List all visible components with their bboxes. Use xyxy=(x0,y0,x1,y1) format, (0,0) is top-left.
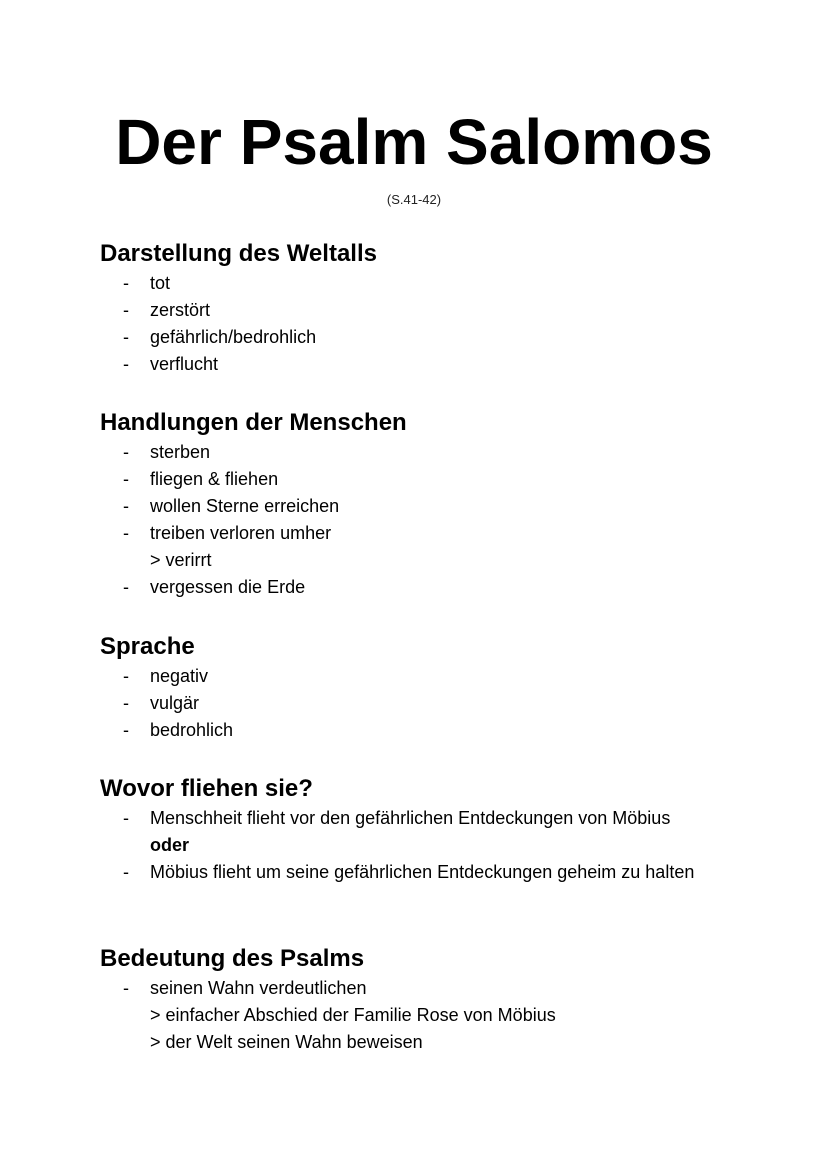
list-item xyxy=(100,493,760,520)
list-item xyxy=(100,297,760,324)
list-item xyxy=(100,975,760,1056)
section-bedeutung xyxy=(100,943,760,1056)
bullet-dash: - xyxy=(123,354,129,374)
bullet-dash: - xyxy=(123,523,129,543)
item-text: vulgär xyxy=(150,693,200,713)
list-item xyxy=(100,717,760,744)
bullet-dash: - xyxy=(123,862,129,882)
item-text: gefährlich/bedrohlich xyxy=(150,327,317,347)
list-item xyxy=(100,270,760,297)
item-subnote: > der Welt seinen Wahn beweisen xyxy=(150,1032,423,1052)
bullet-list xyxy=(100,663,760,744)
item-text: sterben xyxy=(150,442,211,462)
page-reference: (S.41-42) xyxy=(386,192,442,207)
item-text: treiben verloren umher xyxy=(150,523,332,543)
item-text: wollen Sterne erreichen xyxy=(150,496,340,516)
item-text: bedrohlich xyxy=(150,720,234,740)
bullet-list xyxy=(100,270,760,378)
item-text: Möbius flieht um seine gefährlichen Entdeckungen geheim zu halten xyxy=(150,862,695,882)
item-emphasis: oder xyxy=(150,835,190,855)
bullet-list xyxy=(100,439,760,601)
page-title: Der Psalm Salomos xyxy=(115,106,713,178)
section-heading: Bedeutung des Psalms xyxy=(100,945,365,972)
bullet-dash: - xyxy=(123,300,129,320)
item-text: Menschheit flieht vor den gefährlichen Entdeckungen von Möbius xyxy=(150,808,671,828)
bullet-list xyxy=(100,975,760,1056)
section-wovor xyxy=(100,773,760,886)
bullet-dash: - xyxy=(123,720,129,740)
list-item xyxy=(100,663,760,690)
item-text: fliegen & fliehen xyxy=(150,469,279,489)
list-item xyxy=(100,466,760,493)
section-sprache xyxy=(100,631,760,744)
section-heading: Sprache xyxy=(100,633,195,660)
list-item xyxy=(100,351,760,378)
bullet-dash: - xyxy=(123,808,129,828)
bullet-dash: - xyxy=(123,693,129,713)
item-text: seinen Wahn verdeutlichen xyxy=(150,978,367,998)
bullet-dash: - xyxy=(123,273,129,293)
item-subnote: > verirrt xyxy=(150,550,212,570)
list-item xyxy=(100,574,760,601)
list-item xyxy=(100,520,760,574)
list-item xyxy=(100,805,760,859)
item-text: verflucht xyxy=(150,354,219,374)
section-handlungen xyxy=(100,407,760,601)
bullet-dash: - xyxy=(123,496,129,516)
list-item xyxy=(100,690,760,717)
bullet-dash: - xyxy=(123,469,129,489)
section-heading: Darstellung des Weltalls xyxy=(100,240,377,267)
item-text: zerstört xyxy=(150,300,211,320)
bullet-dash: - xyxy=(123,442,129,462)
list-item xyxy=(100,859,760,886)
bullet-list xyxy=(100,805,760,886)
bullet-dash: - xyxy=(123,666,129,686)
item-subnote: > einfacher Abschied der Familie Rose von Möbius xyxy=(150,1005,556,1025)
section-darstellung xyxy=(100,238,760,378)
section-heading: Handlungen der Menschen xyxy=(100,409,407,436)
item-text: negativ xyxy=(150,666,209,686)
list-item xyxy=(100,439,760,466)
section-heading: Wovor fliehen sie? xyxy=(100,775,313,802)
list-item xyxy=(100,324,760,351)
bullet-dash: - xyxy=(123,978,129,998)
item-text: tot xyxy=(150,273,171,293)
bullet-dash: - xyxy=(123,327,129,347)
item-text: vergessen die Erde xyxy=(150,577,306,597)
bullet-dash: - xyxy=(123,577,129,597)
